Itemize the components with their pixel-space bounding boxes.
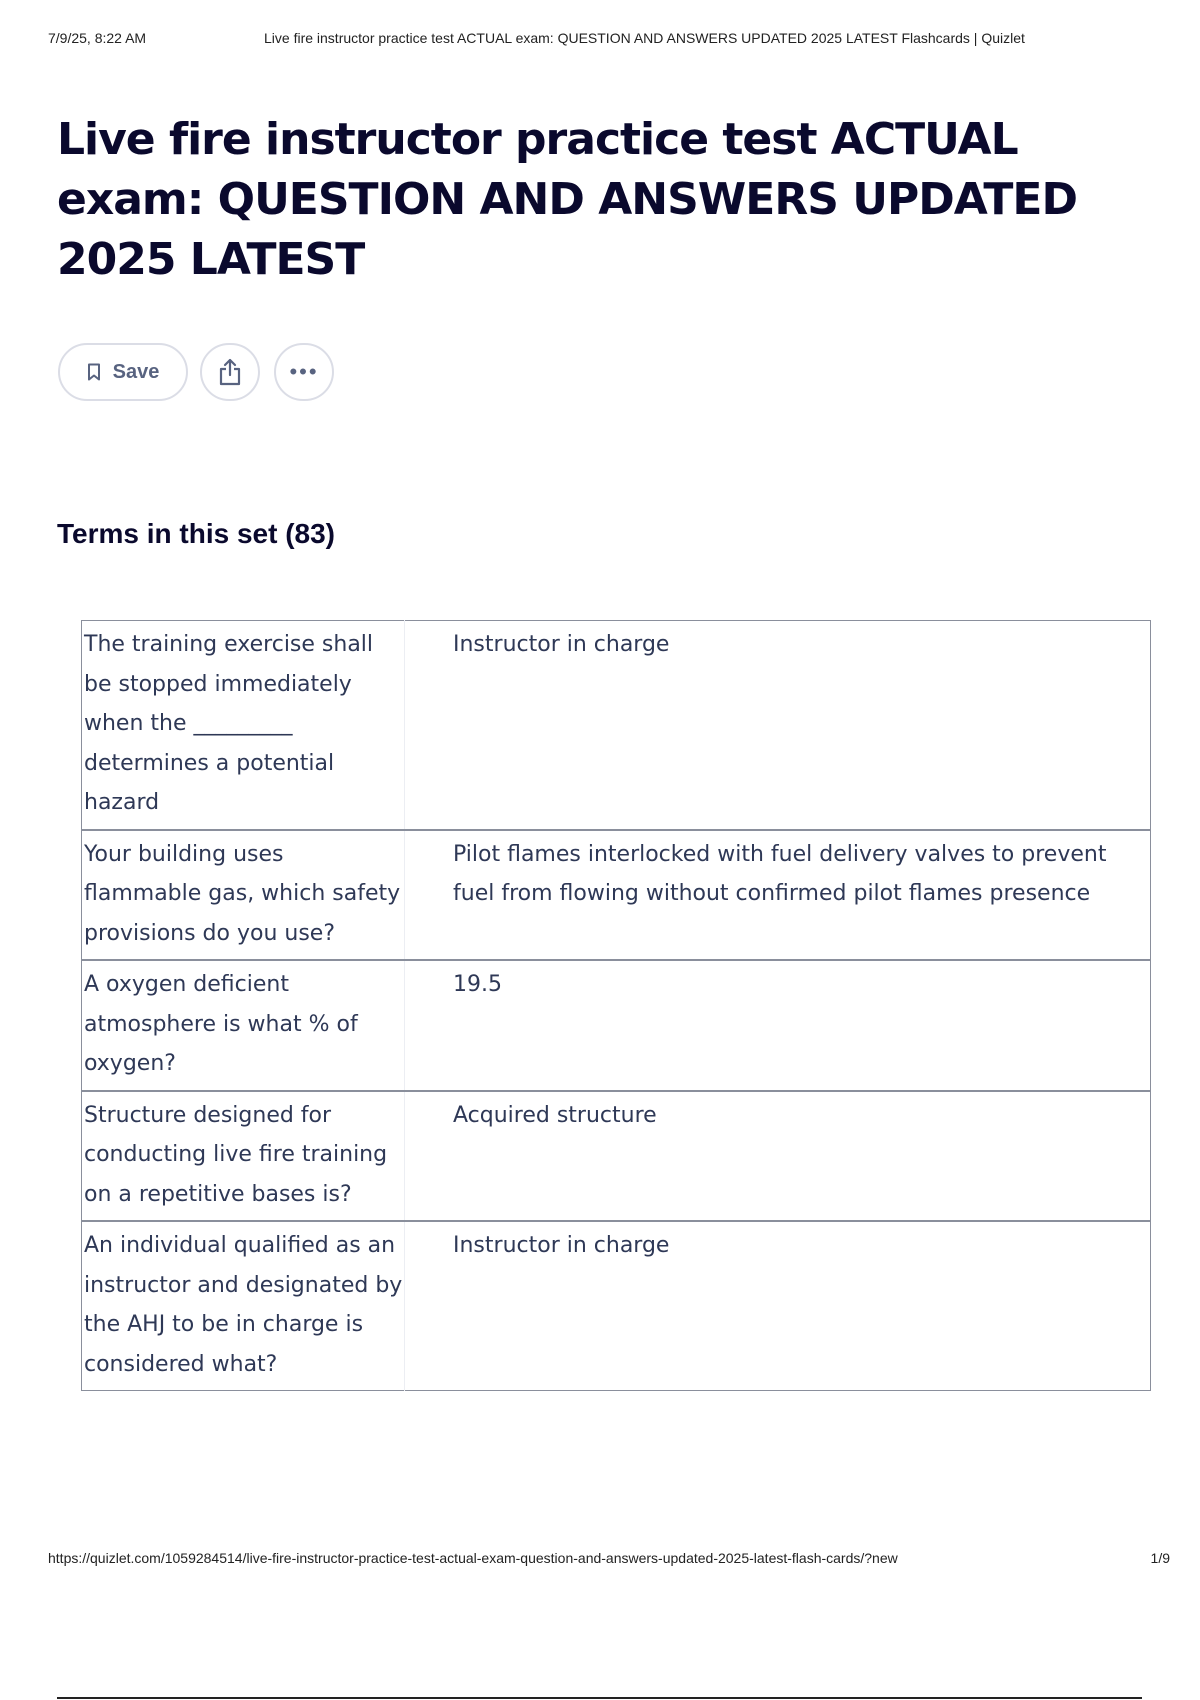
- definition-text: Instructor in charge: [453, 632, 670, 657]
- more-options-button[interactable]: [274, 343, 334, 401]
- bookmark-icon: [87, 363, 101, 381]
- print-datetime: 7/9/25, 8:22 AM: [48, 30, 147, 46]
- print-url: https://quizlet.com/1059284514/live-fire-instructor-practice-test-actual-exam-question-and-answers-updated-2025-latest-flash-cards/?new: [48, 1550, 898, 1566]
- term-text: The training exercise shall be stopped immediately when the _________ determines a potential hazard: [82, 621, 405, 830]
- terms-heading: Terms in this set (83): [57, 518, 336, 549]
- terms-table: [81, 620, 1151, 1391]
- more-icon: •••: [289, 359, 319, 384]
- share-icon: [218, 358, 242, 386]
- save-button[interactable]: [58, 343, 188, 401]
- page-title: Live fire instructor practice test ACTUAL exam: QUESTION AND ANSWERS UPDATED 2025 LATEST: [57, 114, 1077, 285]
- save-button-label: Save: [112, 360, 160, 383]
- share-button[interactable]: [200, 343, 260, 401]
- term-row: [82, 1091, 1151, 1222]
- definition-text: Instructor in charge: [405, 1221, 1151, 1391]
- definition-text: 19.5: [405, 960, 1151, 1091]
- term-row: [82, 960, 1151, 1091]
- term-row: [82, 621, 1151, 830]
- print-header: [48, 30, 1152, 50]
- definition-text: Acquired structure: [405, 1091, 1151, 1222]
- print-document-title: Live fire instructor practice test ACTUAL exam: QUESTION AND ANSWERS UPDATED 2025 LATEST Flashcards | Quizlet: [264, 30, 1025, 46]
- term-text: Your building uses flammable gas, which safety provisions do you use?: [82, 830, 405, 961]
- page-divider: [57, 1697, 1142, 1699]
- term-row: [82, 830, 1151, 961]
- term-row: [82, 1221, 1151, 1391]
- term-text: Structure designed for conducting live fire training on a repetitive bases is?: [82, 1091, 405, 1222]
- page-number: 1/9: [1150, 1550, 1170, 1566]
- term-text: A oxygen deficient atmosphere is what % of oxygen?: [82, 960, 405, 1091]
- term-text: An individual qualified as an instructor and designated by the AHJ to be in charge is considered what?: [82, 1221, 405, 1391]
- definition-text: Pilot flames interlocked with fuel delivery valves to prevent fuel from flowing without confirmed pilot flames presence: [405, 830, 1151, 961]
- print-footer: [48, 1550, 1170, 1570]
